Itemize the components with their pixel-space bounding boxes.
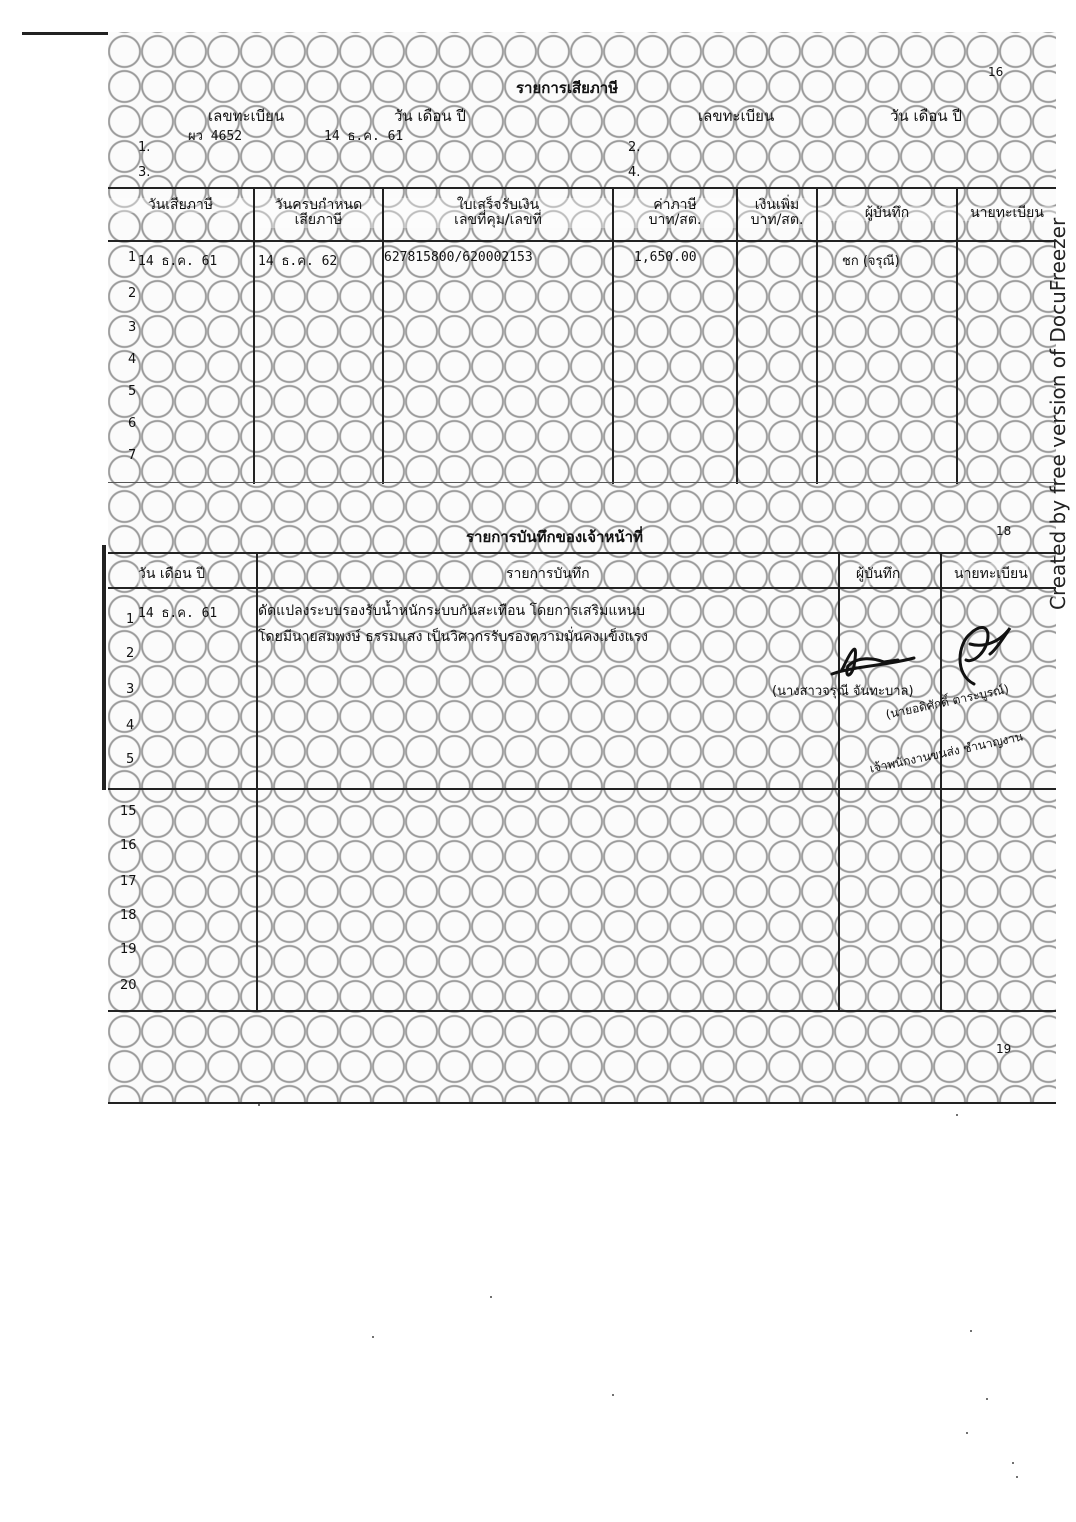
col-header-tax-date: วันเสียภาษี	[108, 198, 253, 213]
officer-row-number: 15	[120, 804, 137, 819]
registrar-name: (นายอดิศักดิ์ ตาระบูรณ์)	[884, 681, 1011, 722]
tax-section-title: รายการเสียภาษี	[516, 79, 619, 97]
tax-row-number: 1	[128, 250, 137, 265]
reg-label-2: เลขทะเบียน	[698, 107, 775, 125]
tax-row-number: 6	[128, 416, 137, 431]
officer-section-title: รายการบันทึกของเจ้าหน้าที่	[466, 528, 643, 546]
officer-col-divider	[838, 552, 840, 1010]
plate-value: ผว 4652	[188, 129, 243, 144]
tax-col-divider	[736, 187, 738, 484]
entry-number-3: 3.	[138, 165, 151, 180]
row-amount: 1,650.00	[634, 250, 697, 265]
officer-header-bottom	[108, 587, 1056, 589]
tax-row-number: 3	[128, 320, 137, 335]
row-tax-date: 14 ธ.ค. 61	[138, 254, 218, 269]
entry-number-4: 4.	[628, 165, 641, 180]
entry-number-1: 1.	[138, 140, 151, 155]
row-recorder: ชก (จรุณี)	[842, 254, 900, 269]
margin-mark	[102, 545, 106, 790]
officer-table-top	[108, 552, 1056, 554]
plate-date: 14 ธ.ค. 61	[324, 129, 404, 144]
col-header-receipt: ใบเสร็จรับเงิน เลขที่คุม/เลขที่	[384, 198, 612, 228]
scan-speck	[1012, 1462, 1014, 1464]
col-header-registrar: นายทะเบียน	[958, 206, 1056, 221]
recorder-signature-icon	[824, 636, 934, 686]
col-header-surcharge: เงินเพิ่ม บาท/สต.	[738, 198, 816, 228]
tax-row-number: 7	[128, 448, 137, 463]
tax-header-bottom	[108, 240, 1056, 242]
registrar-signature-icon	[944, 614, 1024, 694]
scan-speck	[612, 1394, 614, 1396]
tax-col-divider	[253, 187, 255, 484]
entry-number-2: 2.	[628, 140, 641, 155]
row-receipt: 627815800/620002153	[384, 250, 533, 265]
watermark: Created by free version of DocuFreezer	[1046, 217, 1070, 610]
officer-row-number: 1	[126, 612, 135, 627]
tax-table-top	[108, 187, 1056, 189]
page-number-officer: 18	[996, 524, 1012, 538]
officer-table-bottom	[108, 1010, 1056, 1012]
col-header-amount: ค่าภาษี บาท/สต.	[614, 198, 736, 228]
tax-col-divider	[382, 187, 384, 484]
date-label-1: วัน เดือน ปี	[394, 107, 466, 125]
scan-speck	[490, 1296, 492, 1298]
officer-row-number: 3	[126, 682, 135, 697]
registrar-title: เจ้าพนักงานขนส่ง ชำนาญงาน	[868, 729, 1025, 776]
scan-speck	[986, 1398, 988, 1400]
officer-row-number: 5	[126, 752, 135, 767]
tax-row-number: 2	[128, 286, 137, 301]
tax-col-divider	[816, 187, 818, 484]
tax-row-number: 5	[128, 384, 137, 399]
officer-mid-line	[108, 788, 1056, 790]
scan-speck	[956, 1114, 958, 1116]
date-label-2: วัน เดือน ปี	[890, 107, 962, 125]
tax-row-number: 4	[128, 352, 137, 367]
scan-speck	[966, 1432, 968, 1434]
form-bottom-line	[108, 1102, 1056, 1104]
col-header-recorder: ผู้บันทึก	[818, 206, 956, 221]
tax-col-divider	[612, 187, 614, 484]
row-due-date: 14 ธ.ค. 62	[258, 254, 338, 269]
tax-col-divider	[956, 187, 958, 484]
officer-row-number: 18	[120, 908, 137, 923]
page-number-tax: 16	[988, 65, 1004, 79]
officer-row-number: 20	[120, 978, 137, 993]
col-header-officer-registrar: นายทะเบียน	[954, 563, 1028, 585]
officer-row-number: 19	[120, 942, 137, 957]
recorder-name: (นางสาวจรุณี จันทะบาล)	[772, 684, 914, 699]
col-header-officer-entry: รายการบันทึก	[506, 563, 590, 585]
officer-row-number: 17	[120, 874, 137, 889]
officer-entry-line-2: โดยมีนายสมพงษ์ ธรรมแสง เป็นวิศวกรรับรองความมั่นคงแข็งแรง	[258, 629, 649, 645]
page-number-bottom: 19	[996, 1042, 1012, 1056]
reg-label-1: เลขทะเบียน	[208, 107, 285, 125]
tax-table-bottom	[108, 482, 1056, 483]
officer-row-number: 2	[126, 646, 135, 661]
scan-speck	[1016, 1476, 1018, 1478]
scan-speck	[970, 1330, 972, 1332]
scan-speck	[258, 1104, 260, 1106]
col-header-due-date: วันครบกำหนด เสียภาษี	[255, 198, 382, 228]
col-header-officer-date: วัน เดือน ปี	[138, 563, 205, 585]
col-header-officer-recorder: ผู้บันทึก	[856, 563, 900, 585]
officer-entry-line-1: ดัดแปลงระบบรองรับน้ำหนักระบบกันสะเทือน โดยการเสริมแหนบ	[258, 603, 646, 619]
officer-row-number: 16	[120, 838, 137, 853]
officer-entry-date: 14 ธ.ค. 61	[138, 606, 218, 621]
corner-mark	[22, 32, 108, 35]
officer-col-divider	[940, 552, 942, 1010]
registration-form	[108, 32, 1056, 1104]
scan-speck	[372, 1336, 374, 1338]
officer-row-number: 4	[126, 718, 135, 733]
